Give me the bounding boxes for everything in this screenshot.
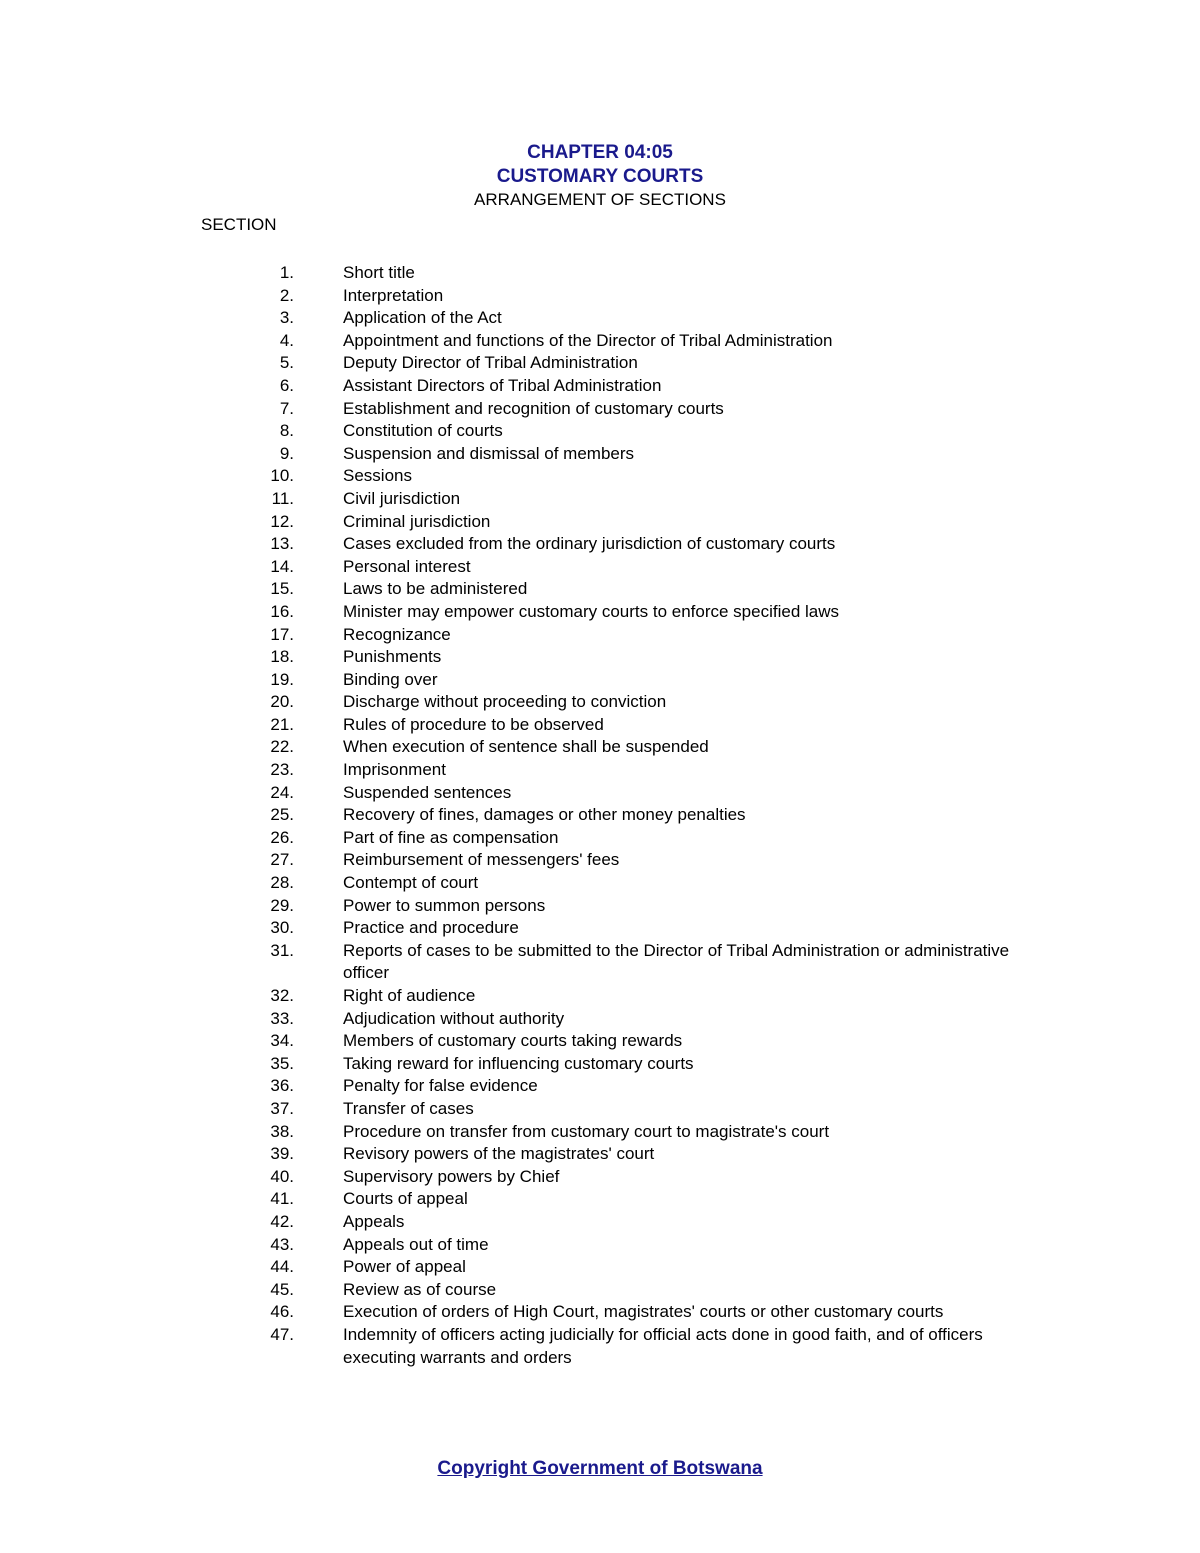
toc-entry [0,714,1200,737]
section-number: 12. [270,511,294,531]
section-number: 42. [270,1211,294,1231]
section-number: 39. [270,1144,294,1164]
chapter-title: CUSTOMARY COURTS [496,166,704,187]
toc-entry [0,1301,1200,1324]
section-number: 1. [279,263,294,282]
toc-entry [0,511,1200,534]
section-title: Members of customary courts taking rewards [343,1031,683,1051]
toc-entry [0,398,1200,421]
document-footer [0,1458,1200,1480]
toc-entry [0,420,1200,443]
section-number: 33. [270,1008,294,1028]
toc-entry [0,646,1200,669]
section-title: Adjudication without authority [343,1008,565,1028]
section-number: 47. [270,1324,294,1344]
toc-entry [0,443,1200,466]
toc-entry [0,307,1200,330]
toc-entry [0,804,1200,827]
section-title: Interpretation [343,285,444,305]
chapter-number: CHAPTER 04:05 [527,142,673,163]
section-title: Reports of cases to be submitted to the Director of Tribal Administration or administrative officer [343,940,1010,983]
section-number: 35. [270,1053,294,1073]
section-title: Assistant Directors of Tribal Administration [343,375,662,395]
section-title: Application of the Act [343,308,502,328]
section-title: Reimbursement of messengers' fees [343,850,620,870]
toc-entry [0,872,1200,895]
arrangement-heading: ARRANGEMENT OF SECTIONS [474,190,726,209]
toc-entry [0,1211,1200,1234]
toc-entry [0,285,1200,308]
toc-entry [0,736,1200,759]
section-title: Revisory powers of the magistrates' court [343,1144,655,1164]
section-number: 15. [270,579,294,599]
toc-entry [0,375,1200,398]
section-title: Execution of orders of High Court, magistrates' courts or other customary courts [343,1302,944,1322]
section-title: Review as of course [343,1279,497,1299]
section-title: Appointment and functions of the Director of Tribal Administration [343,330,833,350]
toc-entry [0,895,1200,918]
section-number: 16. [270,601,294,621]
toc-entry [0,1098,1200,1121]
section-title: Constitution of courts [343,421,503,441]
toc-entry [0,1279,1200,1302]
section-title: Power of appeal [343,1257,466,1277]
section-title: Minister may empower customary courts to enforce specified laws [343,601,840,621]
toc-entry [0,1188,1200,1211]
section-title: Suspended sentences [343,782,512,802]
toc-entry [0,556,1200,579]
section-title: Sessions [343,466,412,486]
section-column-label: SECTION [201,215,277,234]
toc-entry [0,1053,1200,1076]
toc-entry [0,1166,1200,1189]
section-number: 40. [270,1166,294,1186]
section-title: Cases excluded from the ordinary jurisdiction of customary courts [343,534,836,554]
section-number: 25. [270,805,294,825]
toc-entry [0,827,1200,850]
toc-entry [0,262,1200,285]
toc-entry [0,352,1200,375]
section-number: 4. [279,330,294,350]
section-title: Imprisonment [343,760,446,780]
toc-entry [0,330,1200,353]
section-number: 23. [270,760,294,780]
toc-entry [0,578,1200,601]
section-number: 44. [270,1257,294,1277]
toc-entry [0,1121,1200,1144]
toc-entry [0,917,1200,940]
section-number: 45. [270,1279,294,1299]
toc-entry [0,488,1200,511]
section-title: Criminal jurisdiction [343,511,491,531]
toc-entry [0,1256,1200,1279]
section-number: 34. [270,1031,294,1051]
toc-entry [0,985,1200,1008]
table-of-contents [0,262,1200,1369]
section-number: 11. [271,488,294,508]
section-title: Procedure on transfer from customary court to magistrate's court [343,1121,830,1141]
section-title: When execution of sentence shall be suspended [343,737,709,757]
section-title: Courts of appeal [343,1189,468,1209]
toc-entry [0,1234,1200,1257]
section-title: Recovery of fines, damages or other money penalties [343,805,746,825]
toc-entry [0,533,1200,556]
section-title: Suspension and dismissal of members [343,443,635,463]
section-title: Power to summon persons [343,895,546,915]
section-title: Indemnity of officers acting judicially for official acts done in good faith, and of officers executing warrants and orders [343,1324,983,1367]
section-number: 10. [270,466,294,486]
section-title: Transfer of cases [343,1098,474,1118]
document-header [0,141,1200,211]
section-number: 14. [270,556,294,576]
toc-entry [0,601,1200,624]
section-title: Supervisory powers by Chief [343,1166,560,1186]
section-title: Discharge without proceeding to conviction [343,692,667,712]
section-title: Contempt of court [343,873,479,893]
section-title: Appeals [343,1211,405,1231]
section-number: 13. [270,534,294,554]
toc-entry [0,940,1200,985]
section-number: 20. [270,692,294,712]
section-title: Laws to be administered [343,579,528,599]
toc-entry [0,465,1200,488]
section-number: 36. [270,1076,294,1096]
toc-entry [0,691,1200,714]
section-number: 24. [270,782,294,802]
toc-entry [0,782,1200,805]
section-number: 26. [270,827,294,847]
section-title: Part of fine as compensation [343,827,559,847]
section-number: 27. [270,850,294,870]
section-number: 5. [279,353,294,373]
toc-entry [0,849,1200,872]
section-number: 30. [270,918,294,938]
toc-entry [0,1030,1200,1053]
section-title: Taking reward for influencing customary courts [343,1053,694,1073]
section-number: 8. [279,421,294,441]
section-number: 21. [270,714,294,734]
section-number: 38. [270,1121,294,1141]
section-number: 3. [279,308,294,328]
section-number: 41. [270,1189,294,1209]
section-number: 2. [279,285,294,305]
section-title: Civil jurisdiction [343,488,461,508]
section-number: 31. [270,940,294,960]
section-title: Short title [343,263,415,282]
section-number: 32. [270,986,294,1005]
toc-entry [0,1075,1200,1098]
section-number: 28. [270,873,294,893]
section-title: Recognizance [343,624,451,644]
toc-entry [0,669,1200,692]
section-number: 37. [270,1098,294,1118]
section-title: Right of audience [343,986,476,1005]
section-number: 9. [279,443,294,463]
copyright-link[interactable]: Copyright Government of Botswana [437,1458,763,1479]
section-title: Rules of procedure to be observed [343,714,604,734]
section-title: Practice and procedure [343,918,519,938]
section-number: 18. [270,647,294,667]
section-title: Punishments [343,647,442,667]
toc-entry [0,1324,1200,1369]
section-number: 29. [270,895,294,915]
section-number: 7. [279,398,294,418]
toc-entry [0,1008,1200,1031]
section-title: Appeals out of time [343,1234,489,1254]
section-number: 19. [270,669,294,689]
section-number: 6. [279,375,294,395]
section-title: Establishment and recognition of customary courts [343,398,724,418]
section-number: 46. [270,1302,294,1322]
section-title: Personal interest [343,556,471,576]
section-number: 43. [270,1234,294,1254]
section-title: Penalty for false evidence [343,1076,538,1096]
section-number: 17. [270,624,294,644]
toc-entry [0,1143,1200,1166]
section-title: Deputy Director of Tribal Administration [343,353,638,373]
section-title: Binding over [343,669,438,689]
toc-entry [0,624,1200,647]
section-number: 22. [270,737,294,757]
toc-entry [0,759,1200,782]
